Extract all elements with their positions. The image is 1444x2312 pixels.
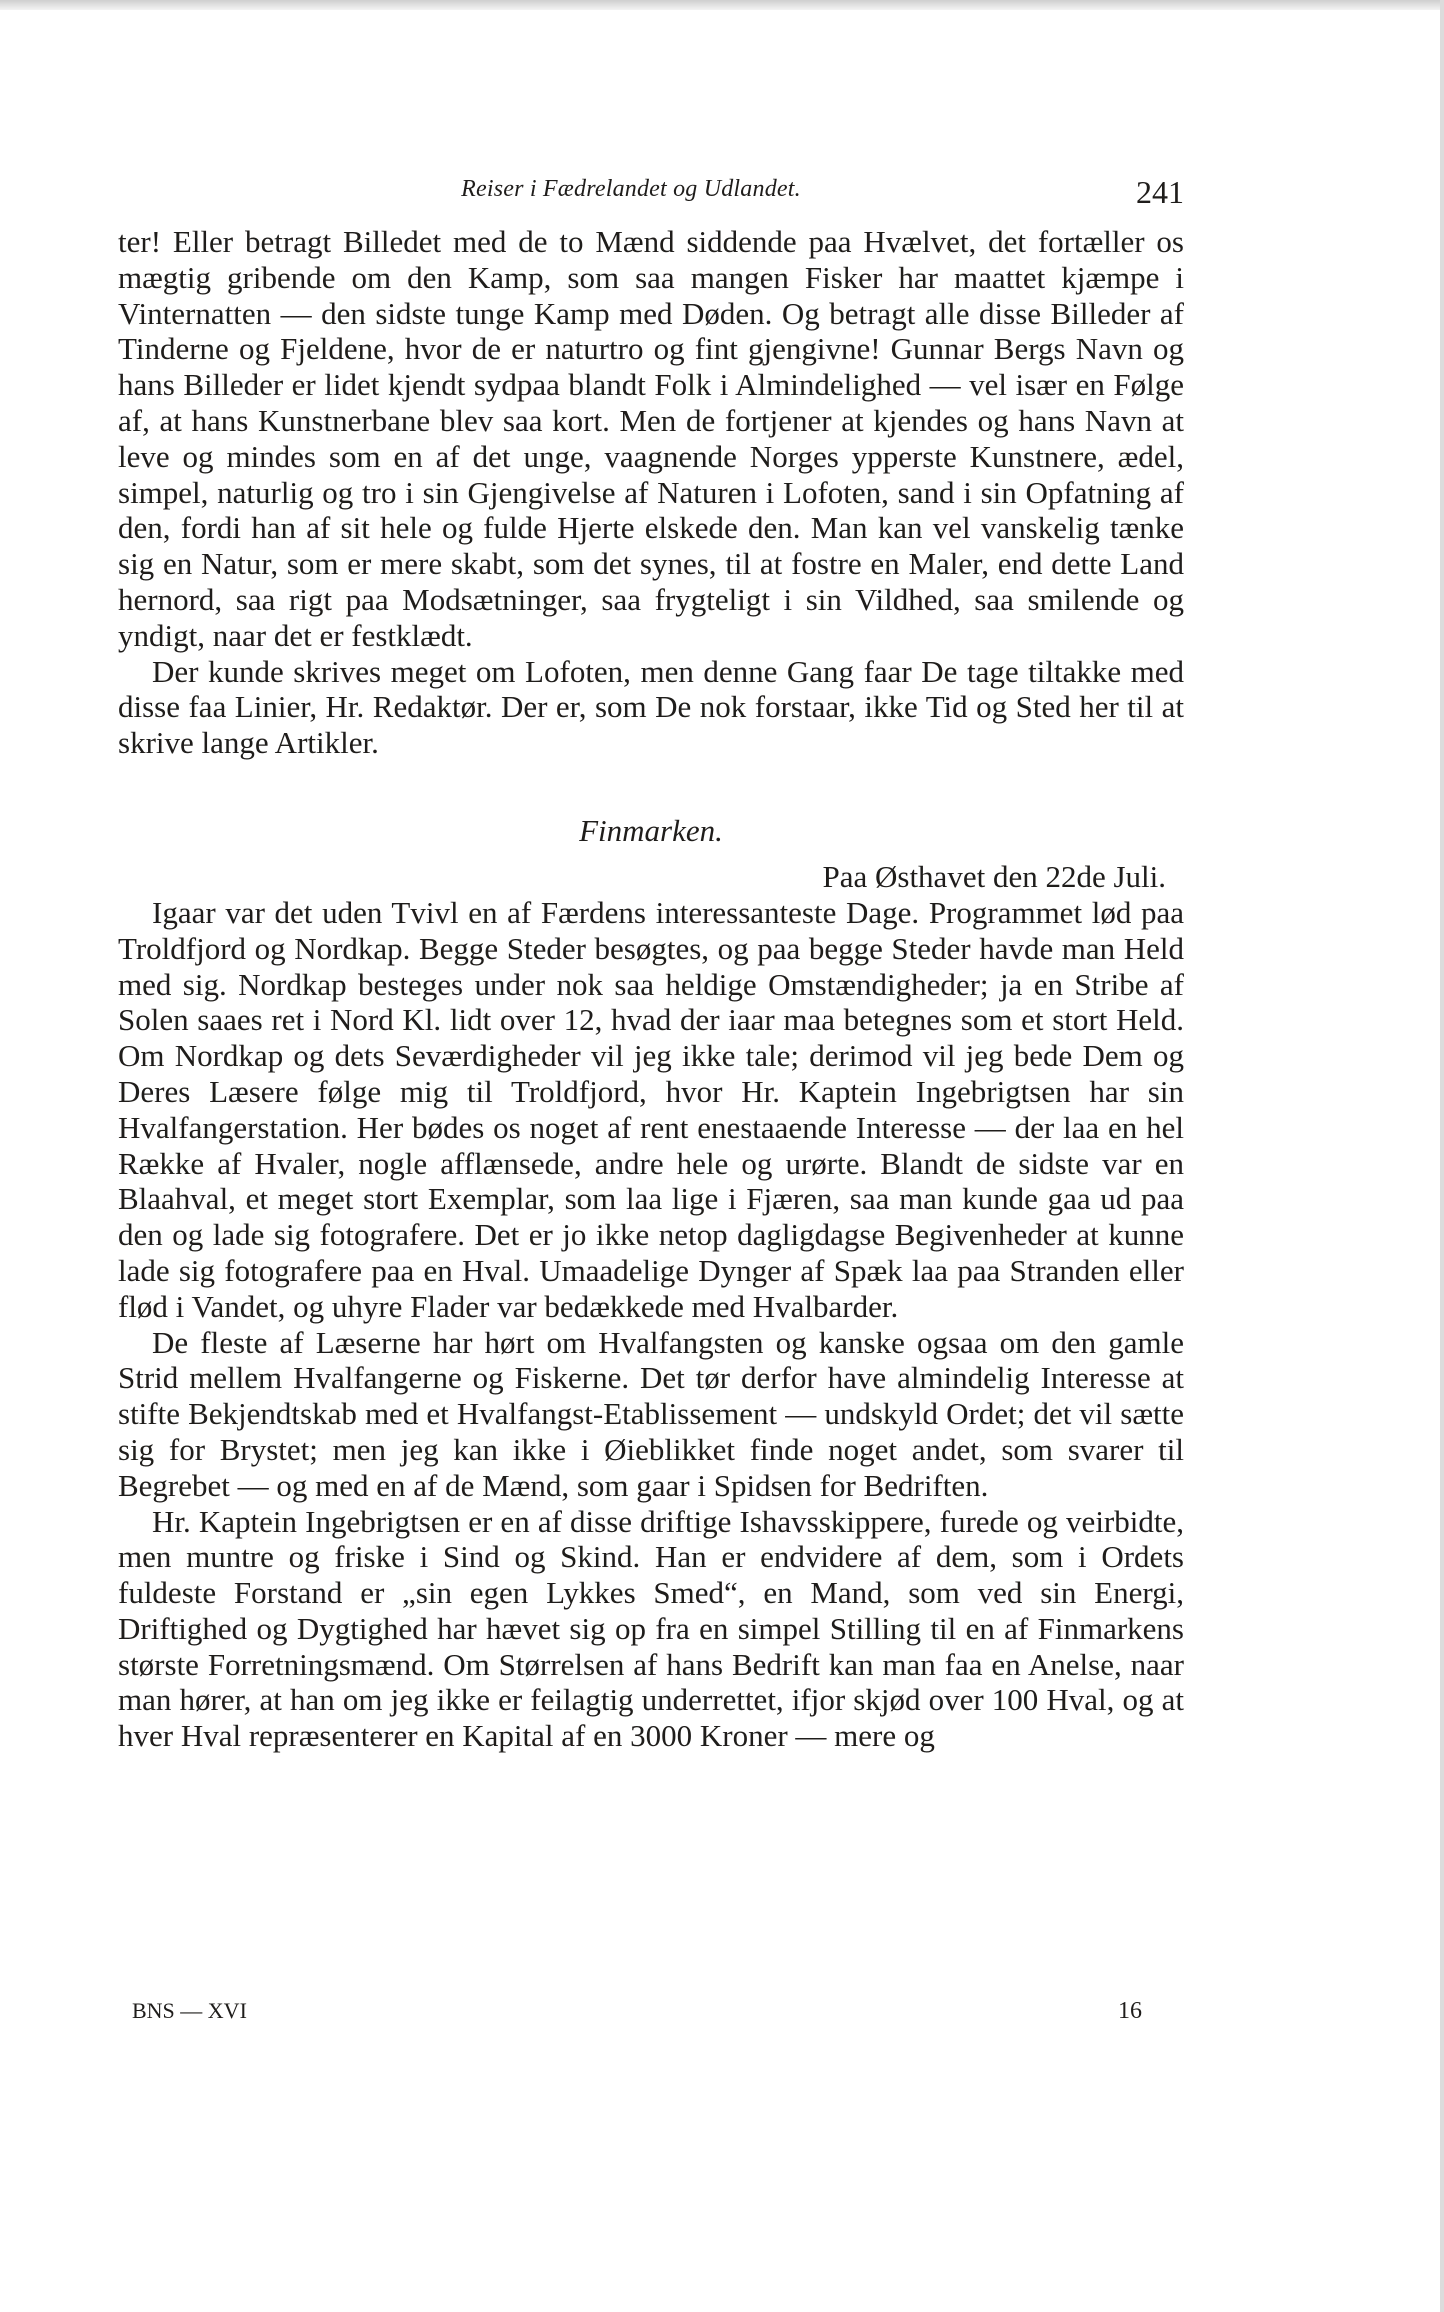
paragraph: Igaar var det uden Tvivl en af Færdens interessanteste Dage. Programmet lød paa Troldfjord og Nordkap. Begge Steder besøgtes, og paa begge Steder havde man Held med sig. Nordkap besteges under nok saa heldige Omstændigheder; ja en Stribe af Solen saaes ret i Nord Kl. lidt over 12, hvad der iaar maa betegnes som et stort Held. Om Nordkap og dets Seværdigheder vil jeg ikke tale; derimod vil jeg bede Dem og Deres Læsere følge mig til Troldfjord, hvor Hr. Kaptein Ingebrigtsen har sin Hvalfangerstation. Her bødes os noget af rent enestaaende Interesse — der laa en hel Række af Hvaler, nogle afflænsede, andre hele og urørte. Blandt de sidste var en Blaahval, et meget stort Exemplar, som laa lige i Fjæren, saa man kunde gaa ud paa den og lade sig fotografere. Det er jo ikke netop dagligdagse Begivenheder at kunne lade sig fotografere paa en Hval. Umaadelige Dynger af Spæk laa paa Stranden eller flød i Vandet, og uhyre Flader var bedækkede med Hvalbarder. xyxy=(118,894,1184,1324)
page-number: 241 xyxy=(1136,174,1184,210)
paragraph: De fleste af Læserne har hørt om Hvalfangsten og kanske ogsaa om den gamle Strid mellem Hvalfangerne og Fiskerne. Det tør derfor have almindelig Interesse at stifte Bekjendtskab med et Hvalfangst-Etablissement — undskyld Ordet; det vil sætte sig for Brystet; men jeg kan ikke i Øieblikket finde noget andet, som svarer til Begrebet — og med en af de Mænd, som gaar i Spidsen for Bedriften. xyxy=(118,1324,1184,1503)
sheet-number: 16 xyxy=(1118,1998,1142,2024)
paragraph: Hr. Kaptein Ingebrigtsen er en af disse driftige Ishavsskippere, furede og veirbidte, men muntre og friske i Sind og Skind. Han er endvidere af dem, som i Ordets fuldeste Forstand er „sin egen Lykkes Smed“, en Mand, som ved sin Energi, Driftighed og Dygtighed har hævet sig op fra en simpel Stilling til en af Finmarkens største Forretningsmænd. Om Størrelsen af hans Bedrift kan man faa en Anelse, naar man hører, at han om jeg ikke er feilagtig underrettet, ifjor skjød over 100 Hval, og at hver Hval repræsenterer en Kapital af en 3000 Kroner — mere og xyxy=(118,1503,1184,1754)
scan-top-edge xyxy=(0,0,1444,10)
section-title: Finmarken. xyxy=(579,812,723,848)
book-page xyxy=(118,170,1184,1754)
paragraph: ter! Eller betragt Billedet med de to Mænd siddende paa Hvælvet, det fortæller os mægtig gribende om den Kamp, som saa mangen Fisker har maattet kjæmpe i Vinternatten — den sidste tunge Kamp med Døden. Og betragt alle disse Billeder af Tinderne og Fjeldene, hvor de er naturtro og fint gjengivne! Gunnar Bergs Navn og hans Billeder er lidet kjendt sydpaa blandt Folk i Almindelighed — vel især en Følge af, at hans Kunstnerbane blev saa kort. Men de fortjener at kjendes og hans Navn at leve og mindes som en af det unge, vaagnende Norges ypperste Kunstnere, ædel, simpel, naturlig og tro i sin Gjengivelse af Naturen i Lofoten, sand i sin Opfatning af den, fordi han af sit hele og fulde Hjerte elskede den. Man kan vel vanskelig tænke sig en Natur, som er mere skabt, som det synes, til at fostre en Maler, end dette Land hernord, saa rigt paa Modsætninger, saa frygteligt i sin Vildhed, saa smilende og yndigt, naar det er festklædt. xyxy=(118,224,1184,653)
paragraph: Der kunde skrives meget om Lofoten, men denne Gang faar De tage tiltakke med disse faa Linier, Hr. Redaktør. Der er, som De nok forstaar, ikke Tid og Sted her til at skrive lange Artikler. xyxy=(118,653,1184,761)
dateline: Paa Østhavet den 22de Juli. xyxy=(822,858,1166,894)
scan-right-edge xyxy=(1440,0,1444,2312)
signature-mark: BNS — XVI xyxy=(132,1998,247,2023)
body-text xyxy=(118,224,1184,1754)
running-header xyxy=(118,170,1184,218)
running-title: Reiser i Fædrelandet og Udlandet. xyxy=(461,176,801,202)
